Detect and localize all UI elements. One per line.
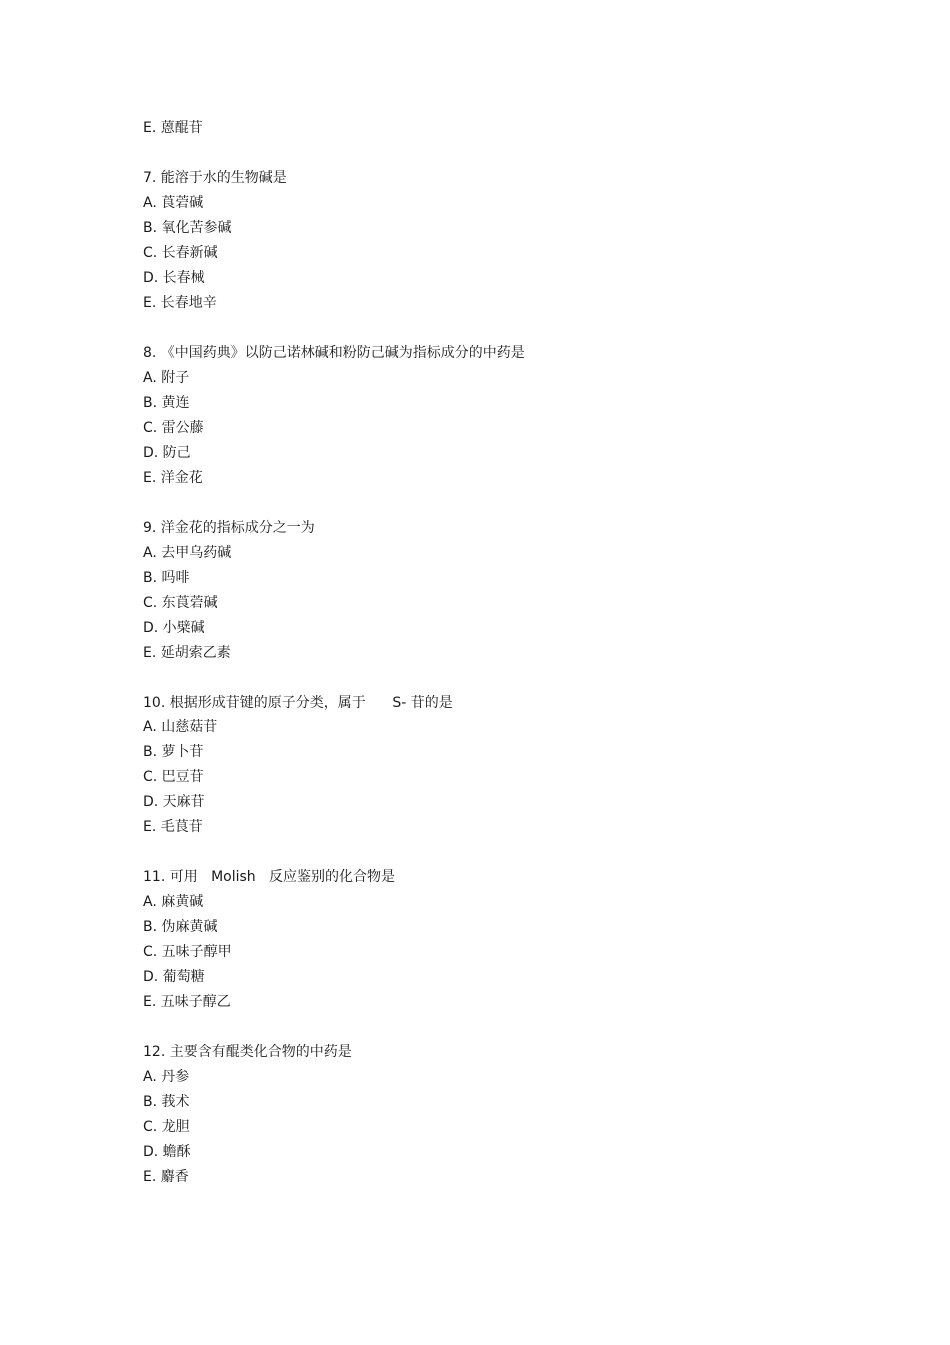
answer-option: E. 毛茛苷 — [143, 819, 203, 835]
answer-option: D. 天麻苷 — [143, 794, 205, 810]
answer-option: A. 山慈菇苷 — [143, 719, 218, 735]
answer-option: B. 莪术 — [143, 1094, 190, 1110]
answer-option: A. 去甲乌药碱 — [143, 545, 232, 561]
answer-option: D. 防己 — [143, 445, 191, 461]
answer-option: D. 小檗碱 — [143, 620, 205, 636]
answer-option: E. 洋金花 — [143, 470, 203, 486]
answer-option: B. 黄连 — [143, 395, 190, 411]
answer-option: B. 氧化苦参碱 — [143, 220, 232, 236]
answer-option: E. 五味子醇乙 — [143, 994, 231, 1010]
answer-option: E. 麝香 — [143, 1169, 189, 1185]
answer-option: D. 长春械 — [143, 270, 205, 286]
question-8-stem: 8. 《中国药典》以防己诺林碱和粉防己碱为指标成分的中药是 — [143, 345, 525, 361]
answer-option: A. 莨菪碱 — [143, 195, 204, 211]
answer-option: C. 东莨菪碱 — [143, 595, 218, 611]
answer-option: B. 伪麻黄碱 — [143, 919, 218, 935]
answer-option: C. 雷公藤 — [143, 420, 204, 436]
question-9-stem: 9. 洋金花的指标成分之一为 — [143, 520, 315, 536]
question-7-stem: 7. 能溶于水的生物碱是 — [143, 170, 287, 186]
answer-option: D. 蟾酥 — [143, 1144, 191, 1160]
question-11-stem: 11. 可用 Molish 反应鉴别的化合物是 — [143, 869, 396, 885]
answer-option: C. 长春新碱 — [143, 245, 218, 261]
answer-option: E. 长春地辛 — [143, 295, 217, 311]
answer-option: D. 葡萄糖 — [143, 969, 205, 985]
answer-option: B. 萝卜苷 — [143, 744, 204, 760]
answer-option: C. 龙胆 — [143, 1119, 190, 1135]
answer-option: C. 巴豆苷 — [143, 769, 204, 785]
question-10-stem: 10. 根据形成苷键的原子分类，属于 S- 苷的是 — [143, 695, 453, 711]
answer-option: A. 附子 — [143, 370, 190, 386]
question-12-stem: 12. 主要含有醌类化合物的中药是 — [143, 1044, 352, 1060]
answer-option: A. 麻黄碱 — [143, 894, 204, 910]
answer-option: E. 蒽醌苷 — [143, 120, 203, 136]
answer-option: C. 五味子醇甲 — [143, 944, 232, 960]
answer-option: A. 丹参 — [143, 1069, 190, 1085]
answer-option: B. 吗啡 — [143, 570, 190, 586]
answer-option: E. 延胡索乙素 — [143, 645, 231, 661]
